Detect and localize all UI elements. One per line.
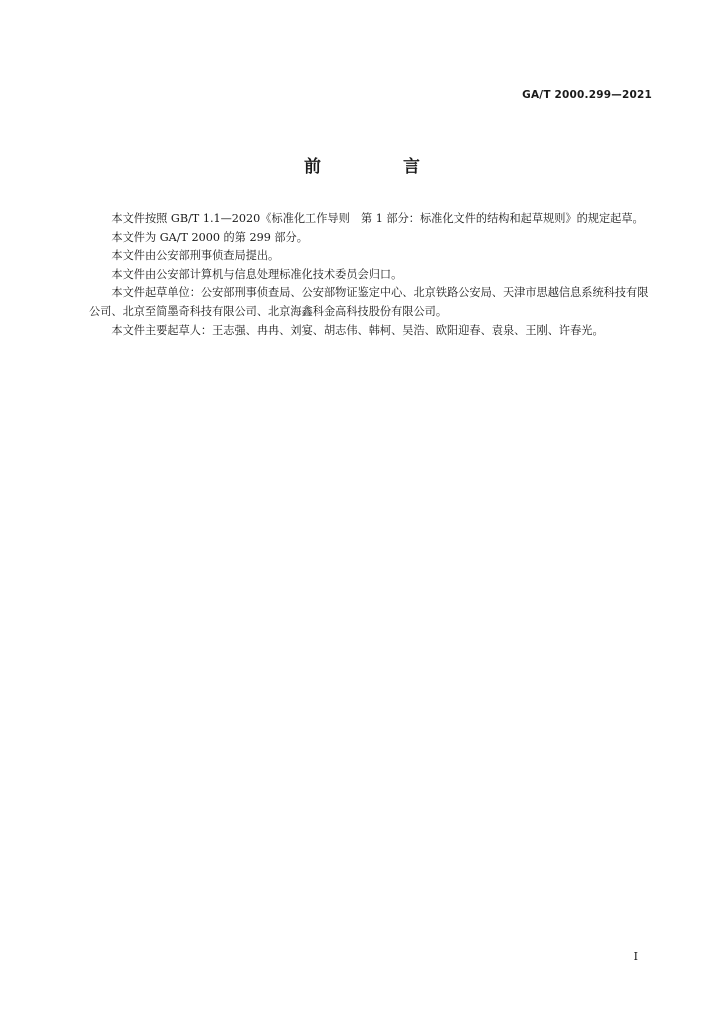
paragraph-proposer: 本文件由公安部刑事侦查局提出。: [111, 249, 280, 263]
paragraph-part-number: 本文件为 GA/T 2000 的第 299 部分。: [111, 230, 308, 244]
paragraph-drafting-units: 本文件起草单位：公安部刑事侦查局、公安部物证鉴定中心、北京铁路公安局、天津市思越信息系统科技有限公司、北京至简墨奇科技有限公司、北京海鑫科金高科技股份有限公司。: [89, 286, 649, 318]
document-code: GA/T 2000.299—2021: [522, 89, 652, 101]
foreword-body: [89, 210, 659, 340]
paragraph-drafters: 本文件主要起草人：王志强、冉冉、刘宴、胡志伟、韩柯、吴浩、欧阳迎春、袁泉、王刚、许春光。: [111, 323, 604, 337]
page-title: 前 言: [304, 157, 458, 177]
page-number: I: [633, 950, 638, 963]
paragraph-technical-committee: 本文件由公安部计算机与信息处理标准化技术委员会归口。: [111, 267, 403, 281]
paragraph-drafting-rules: 本文件按照 GB/T 1.1—2020《标准化工作导则 第 1 部分：标准化文件的结构和起草规则》的规定起草。: [111, 212, 644, 225]
